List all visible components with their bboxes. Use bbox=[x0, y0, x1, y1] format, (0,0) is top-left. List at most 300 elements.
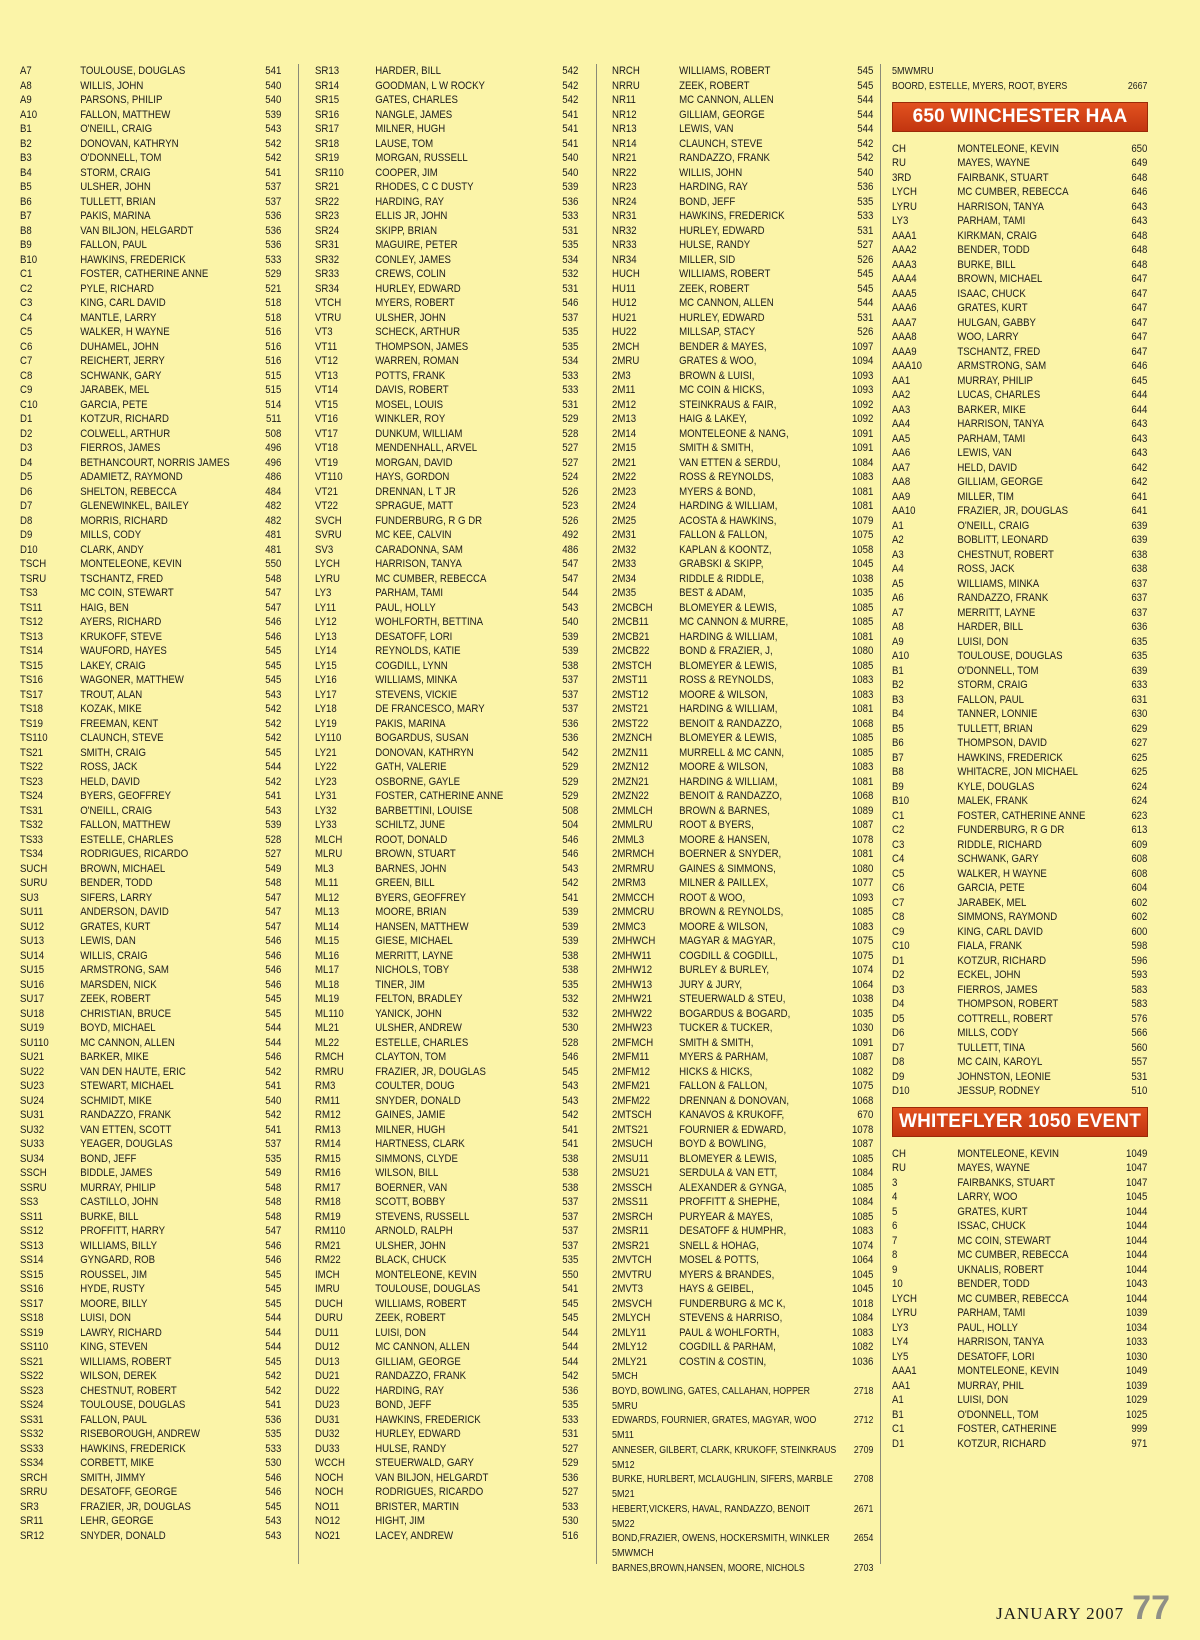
result-row bbox=[20, 1181, 281, 1196]
result-name: PAUL & WOHLFORTH, bbox=[679, 1326, 780, 1339]
result-row bbox=[315, 862, 578, 877]
result-name: ANDERSON, DAVID bbox=[80, 906, 169, 918]
result-score: 625 bbox=[1131, 751, 1148, 764]
result-code: A9 bbox=[20, 94, 32, 106]
result-score: 1075 bbox=[851, 935, 874, 947]
team-score: 2654 bbox=[853, 1533, 874, 1544]
result-code: D5 bbox=[20, 471, 33, 483]
result-code: A7 bbox=[20, 65, 32, 77]
result-name: BROWN, STUART bbox=[375, 848, 456, 860]
result-code: SR13 bbox=[315, 65, 340, 77]
result-row bbox=[892, 635, 1147, 650]
result-code: 2M24 bbox=[612, 500, 637, 512]
result-row bbox=[20, 1485, 281, 1500]
result-score: 536 bbox=[265, 210, 282, 222]
result-name: BROWN & BARNES, bbox=[679, 804, 770, 817]
result-row bbox=[20, 340, 281, 355]
result-score: 1085 bbox=[851, 616, 874, 628]
result-score: 539 bbox=[562, 920, 579, 933]
result-name: TOULOUSE, DOUGLAS bbox=[80, 65, 186, 77]
result-score: 545 bbox=[265, 1500, 282, 1513]
result-code: ML17 bbox=[315, 964, 340, 976]
result-score: 1078 bbox=[851, 833, 874, 846]
result-code: 2M34 bbox=[612, 572, 637, 585]
result-score: 1085 bbox=[851, 601, 874, 614]
result-row bbox=[612, 586, 873, 601]
result-row bbox=[892, 780, 1147, 795]
result-name: BROWN, MICHAEL bbox=[80, 862, 166, 875]
result-row bbox=[315, 833, 578, 848]
result-score: 648 bbox=[1131, 244, 1148, 256]
result-score: 510 bbox=[1131, 1085, 1148, 1097]
team-code: 5M22 bbox=[612, 1517, 635, 1530]
result-name: MORGAN, DAVID bbox=[375, 456, 453, 469]
result-row bbox=[20, 1427, 281, 1442]
result-score: 542 bbox=[562, 79, 579, 92]
result-name: FUNDERBURG, R G DR bbox=[957, 824, 1065, 836]
result-code: 2MSR21 bbox=[612, 1239, 650, 1252]
result-code: TS12 bbox=[20, 616, 44, 628]
result-code: SU12 bbox=[20, 920, 45, 933]
result-score: 548 bbox=[265, 1196, 282, 1208]
result-name: MYERS & BOND, bbox=[679, 485, 756, 498]
result-code: LY18 bbox=[315, 703, 337, 715]
team-code: 5M11 bbox=[612, 1429, 634, 1441]
result-code: C5 bbox=[20, 326, 33, 338]
result-code: 2MHW21 bbox=[612, 993, 653, 1005]
result-code: NOCH bbox=[315, 1471, 344, 1484]
result-score: 531 bbox=[857, 311, 874, 324]
result-name: MOSEL, LOUIS bbox=[375, 398, 444, 411]
result-row bbox=[20, 1166, 281, 1181]
result-name: BROWN & REYNOLDS, bbox=[679, 906, 784, 918]
result-name: FRAZIER, JR, DOUGLAS bbox=[375, 1065, 486, 1078]
result-score: 544 bbox=[265, 761, 282, 773]
result-name: VAN ETTEN & SERDU, bbox=[679, 456, 781, 469]
result-name: ARMSTRONG, SAM bbox=[80, 964, 169, 976]
result-code: LY4 bbox=[892, 1336, 909, 1348]
result-name: FALLON, MATTHEW bbox=[80, 819, 171, 831]
result-name: THOMPSON, JAMES bbox=[375, 340, 469, 353]
result-row bbox=[20, 93, 281, 108]
result-score: 971 bbox=[1131, 1437, 1148, 1450]
result-row bbox=[20, 180, 281, 195]
result-code: 7 bbox=[892, 1234, 898, 1247]
result-score: 531 bbox=[562, 398, 579, 411]
result-score: 546 bbox=[562, 297, 579, 309]
result-code: C8 bbox=[20, 369, 33, 382]
result-score: 543 bbox=[562, 1080, 579, 1092]
result-code: DUCH bbox=[315, 1297, 343, 1310]
result-name: O'NEILL, CRAIG bbox=[80, 804, 153, 817]
result-code: LY21 bbox=[315, 746, 337, 759]
result-row bbox=[20, 166, 281, 181]
result-name: MONTELEONE & NANG, bbox=[679, 427, 789, 440]
result-score: 530 bbox=[562, 1022, 579, 1034]
result-row bbox=[892, 562, 1147, 577]
result-score: 544 bbox=[265, 1312, 282, 1324]
result-score: 647 bbox=[1131, 316, 1148, 329]
result-row bbox=[612, 1297, 873, 1312]
result-row bbox=[20, 79, 281, 94]
result-score: 541 bbox=[562, 137, 579, 150]
result-code: AAA8 bbox=[892, 331, 917, 343]
result-name: ESTELLE, CHARLES bbox=[80, 833, 174, 846]
result-score: 529 bbox=[562, 413, 579, 425]
result-name: BLACK, CHUCK bbox=[375, 1254, 447, 1266]
result-name: TULLETT, BRIAN bbox=[957, 722, 1033, 735]
result-name: DONOVAN, KATHRYN bbox=[375, 746, 474, 759]
result-score: 546 bbox=[562, 1051, 579, 1063]
result-score: 481 bbox=[265, 529, 282, 541]
result-name: FALLON, MATTHEW bbox=[80, 108, 171, 121]
result-name: VAN BILJON, HELGARDT bbox=[375, 1471, 489, 1484]
result-name: COTTRELL, ROBERT bbox=[957, 1012, 1053, 1025]
result-name: VAN BILJON, HELGARDT bbox=[80, 224, 194, 237]
result-code: 2MRMRU bbox=[612, 862, 655, 875]
result-row bbox=[315, 166, 578, 181]
result-score: 1075 bbox=[851, 949, 874, 962]
results-column-1 bbox=[20, 64, 282, 1543]
result-row bbox=[315, 557, 578, 572]
result-name: HARRISON, TANYA bbox=[957, 200, 1044, 213]
result-name: SCHILTZ, JUNE bbox=[375, 819, 446, 831]
result-row bbox=[612, 1050, 873, 1065]
result-score: 547 bbox=[265, 1225, 282, 1237]
result-name: DE FRANCESCO, MARY bbox=[375, 703, 485, 715]
result-name: MURRAY, PHILIP bbox=[957, 374, 1033, 387]
result-name: WILLIS, JOHN bbox=[80, 79, 144, 92]
result-row bbox=[612, 833, 873, 848]
result-row bbox=[315, 1123, 578, 1138]
result-name: PARHAM, TAMI bbox=[375, 587, 444, 599]
result-row bbox=[612, 499, 873, 514]
team-code: 5MWMRU bbox=[892, 65, 934, 77]
result-score: 539 bbox=[562, 906, 579, 918]
result-code: SR15 bbox=[315, 94, 340, 106]
result-code: SS14 bbox=[20, 1254, 44, 1266]
result-score: 531 bbox=[857, 224, 874, 237]
result-name: WALKER, H WAYNE bbox=[80, 326, 170, 338]
result-row bbox=[315, 1471, 578, 1486]
result-name: BEST & ADAM, bbox=[679, 587, 746, 599]
result-code: VT14 bbox=[315, 384, 339, 396]
result-score: 648 bbox=[1131, 229, 1148, 242]
result-row bbox=[612, 1340, 873, 1355]
result-score: 608 bbox=[1131, 853, 1148, 865]
result-row bbox=[20, 543, 281, 558]
result-code: ML21 bbox=[315, 1022, 340, 1034]
result-score: 1044 bbox=[1125, 1220, 1148, 1232]
result-score: 646 bbox=[1131, 186, 1148, 198]
result-score: 540 bbox=[562, 152, 579, 164]
result-row bbox=[612, 934, 873, 949]
result-score: 637 bbox=[1131, 577, 1148, 590]
result-code: RM11 bbox=[315, 1094, 340, 1107]
result-code: SS22 bbox=[20, 1370, 44, 1382]
result-score: 635 bbox=[1131, 650, 1148, 662]
page-footer bbox=[996, 1589, 1170, 1628]
result-score: 486 bbox=[265, 471, 282, 483]
result-score: 1080 bbox=[851, 862, 874, 875]
result-score: 496 bbox=[265, 456, 282, 469]
result-code: 2MCB21 bbox=[612, 630, 650, 643]
result-score: 537 bbox=[562, 1196, 579, 1208]
result-name: HAWKINS, FREDERICK bbox=[679, 210, 785, 222]
result-code: 2MZN22 bbox=[612, 790, 649, 802]
result-row bbox=[315, 1181, 578, 1196]
result-score: 647 bbox=[1131, 273, 1148, 285]
result-row bbox=[20, 644, 281, 659]
result-score: 635 bbox=[1131, 635, 1148, 648]
result-score: 540 bbox=[857, 166, 874, 179]
result-row bbox=[20, 137, 281, 152]
result-name: GAINES, JAMIE bbox=[375, 1109, 446, 1121]
result-name: MONTELEONE, KEVIN bbox=[957, 1365, 1059, 1377]
result-name: FELTON, BRADLEY bbox=[375, 993, 463, 1005]
result-row bbox=[892, 1292, 1147, 1307]
result-row bbox=[20, 1021, 281, 1036]
result-row bbox=[892, 533, 1147, 548]
result-name: BARNES, JOHN bbox=[375, 862, 447, 875]
result-row bbox=[892, 1263, 1147, 1278]
result-row bbox=[892, 1335, 1147, 1350]
result-code: SRRU bbox=[20, 1486, 48, 1498]
result-code: LY110 bbox=[315, 732, 342, 744]
result-name: ZEEK, ROBERT bbox=[679, 282, 750, 295]
result-row bbox=[612, 427, 873, 442]
result-code: NR13 bbox=[612, 123, 637, 135]
result-code: SU11 bbox=[20, 906, 44, 918]
result-code: AA5 bbox=[892, 432, 911, 445]
result-name: GATES, CHARLES bbox=[375, 94, 458, 106]
result-score: 533 bbox=[857, 210, 874, 222]
result-row bbox=[892, 403, 1147, 418]
result-score: 602 bbox=[1131, 911, 1148, 923]
result-score: 516 bbox=[562, 1529, 579, 1542]
result-row bbox=[20, 1398, 281, 1413]
result-score: 542 bbox=[265, 732, 282, 744]
result-name: HAWKINS, FREDERICK bbox=[957, 751, 1063, 764]
result-row bbox=[612, 1326, 873, 1341]
result-row bbox=[315, 383, 578, 398]
result-name: TSCHANTZ, FRED bbox=[957, 345, 1041, 358]
result-score: 547 bbox=[265, 891, 282, 904]
result-score: 544 bbox=[562, 1326, 579, 1339]
result-code: ML16 bbox=[315, 949, 340, 962]
result-code: 2MMC3 bbox=[612, 920, 646, 933]
result-code: D9 bbox=[20, 529, 33, 541]
result-score: 545 bbox=[265, 1268, 282, 1281]
result-name: STEWART, MICHAEL bbox=[80, 1080, 174, 1092]
result-row bbox=[892, 1190, 1147, 1205]
result-code: 2MFM12 bbox=[612, 1065, 650, 1078]
result-name: HARRISON, TANYA bbox=[957, 418, 1044, 430]
result-row bbox=[612, 1282, 873, 1297]
result-code: A10 bbox=[892, 650, 910, 662]
result-code: SV3 bbox=[315, 543, 334, 556]
result-code: RM16 bbox=[315, 1167, 341, 1179]
result-score: 529 bbox=[562, 775, 579, 788]
result-row bbox=[892, 301, 1147, 316]
result-row bbox=[20, 1239, 281, 1254]
result-code: RMCH bbox=[315, 1051, 344, 1063]
result-score: 557 bbox=[1131, 1056, 1148, 1068]
result-name: MOSEL & POTTS, bbox=[679, 1254, 759, 1266]
result-name: MC COIN, STEWART bbox=[957, 1234, 1051, 1247]
result-name: CORBETT, MIKE bbox=[80, 1457, 154, 1469]
result-code: RM18 bbox=[315, 1196, 341, 1208]
team-row bbox=[892, 79, 1147, 94]
result-code: 2MSS11 bbox=[612, 1196, 649, 1208]
result-code: AA6 bbox=[892, 447, 911, 459]
result-name: LUCAS, CHARLES bbox=[957, 389, 1041, 401]
result-name: GRATES, KURT bbox=[957, 302, 1028, 314]
result-row bbox=[315, 644, 578, 659]
result-code: DU11 bbox=[315, 1326, 339, 1339]
result-row bbox=[315, 1500, 578, 1515]
result-code: ML3 bbox=[315, 862, 334, 875]
result-code: NO11 bbox=[315, 1500, 340, 1513]
result-name: RODRIGUES, RICARDO bbox=[375, 1486, 484, 1498]
result-name: GYNGARD, ROB bbox=[80, 1254, 156, 1266]
result-code: SURU bbox=[20, 877, 48, 889]
result-name: ARMSTRONG, SAM bbox=[957, 360, 1047, 372]
result-code: VT18 bbox=[315, 442, 339, 454]
result-row bbox=[612, 1065, 873, 1080]
result-name: DESATOFF, GEORGE bbox=[80, 1486, 178, 1498]
result-name: KYLE, DOUGLAS bbox=[957, 780, 1035, 793]
result-row bbox=[20, 847, 281, 862]
result-code: 2MZNCH bbox=[612, 732, 653, 744]
result-code: LY22 bbox=[315, 761, 337, 773]
result-row bbox=[315, 1529, 578, 1544]
result-row bbox=[20, 224, 281, 239]
result-score: 1093 bbox=[851, 384, 874, 396]
result-score: 534 bbox=[562, 355, 579, 367]
result-score: 537 bbox=[562, 1225, 579, 1237]
result-name: OSBORNE, GAYLE bbox=[375, 775, 461, 788]
result-name: MYERS & PARHAM, bbox=[679, 1051, 769, 1063]
result-name: BOERNER & SNYDER, bbox=[679, 848, 782, 860]
result-row bbox=[20, 659, 281, 674]
result-row bbox=[612, 905, 873, 920]
result-name: MC CANNON, ALLEN bbox=[80, 1036, 175, 1049]
result-code: C7 bbox=[892, 896, 905, 909]
result-score: 531 bbox=[562, 282, 579, 295]
result-score: 545 bbox=[265, 1007, 282, 1020]
result-score: 1075 bbox=[851, 529, 874, 541]
team-score: 2671 bbox=[853, 1503, 874, 1515]
result-code: C2 bbox=[892, 824, 905, 836]
result-row bbox=[315, 818, 578, 833]
result-score: 492 bbox=[562, 529, 579, 541]
result-score: 508 bbox=[265, 427, 282, 440]
result-name: WINKLER, ROY bbox=[375, 413, 446, 425]
result-score: 537 bbox=[562, 688, 579, 701]
result-score: 518 bbox=[265, 311, 282, 324]
result-code: AA9 bbox=[892, 490, 911, 503]
result-name: FALLON, PAUL bbox=[957, 693, 1025, 706]
result-code: 2MHW12 bbox=[612, 964, 653, 976]
result-row bbox=[20, 1311, 281, 1326]
result-code: 2MCH bbox=[612, 340, 640, 353]
result-score: 1084 bbox=[851, 1312, 874, 1324]
result-score: 546 bbox=[265, 935, 282, 947]
result-row bbox=[315, 1166, 578, 1181]
result-code: MLCH bbox=[315, 833, 343, 846]
result-row bbox=[315, 1384, 578, 1399]
result-score: 1085 bbox=[851, 746, 874, 759]
result-score: 546 bbox=[265, 630, 282, 643]
result-code: TS19 bbox=[20, 717, 44, 730]
result-code: 2MHWCH bbox=[612, 935, 656, 947]
result-row bbox=[315, 1195, 578, 1210]
result-name: FOSTER, CATHERINE bbox=[957, 1423, 1057, 1435]
result-name: WHITACRE, JON MICHAEL bbox=[957, 766, 1078, 778]
team-score: 2718 bbox=[853, 1385, 874, 1397]
result-row bbox=[315, 64, 578, 79]
result-score: 527 bbox=[562, 442, 579, 454]
result-score: 1084 bbox=[851, 456, 874, 469]
result-name: CLARK, ANDY bbox=[80, 543, 144, 556]
result-code: 2MCBCH bbox=[612, 601, 653, 614]
result-row bbox=[612, 775, 873, 790]
result-score: 544 bbox=[857, 94, 874, 106]
result-row bbox=[612, 1094, 873, 1109]
result-code: TS14 bbox=[20, 645, 44, 657]
result-name: MILLSAP, STACY bbox=[679, 326, 756, 338]
result-score: 1081 bbox=[851, 848, 874, 860]
result-code: VT15 bbox=[315, 398, 339, 411]
result-score: 542 bbox=[265, 717, 282, 730]
result-name: GARCIA, PETE bbox=[957, 882, 1025, 894]
result-score: 643 bbox=[1131, 447, 1148, 459]
result-code: AA7 bbox=[892, 461, 911, 474]
result-score: 1092 bbox=[851, 413, 874, 425]
result-score: 546 bbox=[562, 848, 579, 860]
result-name: ALEXANDER & GYNGA, bbox=[679, 1181, 787, 1194]
result-score: 542 bbox=[265, 1065, 282, 1078]
result-name: PARHAM, TAMI bbox=[957, 432, 1026, 445]
result-row bbox=[892, 722, 1147, 737]
result-code: TS17 bbox=[20, 688, 44, 701]
result-row bbox=[315, 731, 578, 746]
result-score: 539 bbox=[562, 935, 579, 947]
result-name: BOYD, MICHAEL bbox=[80, 1022, 156, 1034]
result-score: 1091 bbox=[851, 427, 874, 440]
team-row bbox=[612, 1443, 873, 1458]
result-score: 532 bbox=[562, 1007, 579, 1020]
result-row bbox=[612, 1007, 873, 1022]
result-name: ROOT & WOO, bbox=[679, 891, 746, 904]
result-row bbox=[20, 1471, 281, 1486]
result-row bbox=[612, 1268, 873, 1283]
result-row bbox=[892, 983, 1147, 998]
result-code: 2MZN12 bbox=[612, 761, 649, 773]
result-code: 2MSSCH bbox=[612, 1181, 653, 1194]
result-code: 2M33 bbox=[612, 558, 637, 570]
result-score: 547 bbox=[265, 920, 282, 933]
result-code: 3RD bbox=[892, 171, 912, 184]
result-row bbox=[612, 325, 873, 340]
result-score: 531 bbox=[1131, 1070, 1148, 1083]
result-row bbox=[315, 79, 578, 94]
result-row bbox=[20, 1456, 281, 1471]
team-code: 5MRU bbox=[612, 1399, 638, 1412]
result-code: AAA7 bbox=[892, 316, 917, 329]
result-row bbox=[612, 615, 873, 630]
